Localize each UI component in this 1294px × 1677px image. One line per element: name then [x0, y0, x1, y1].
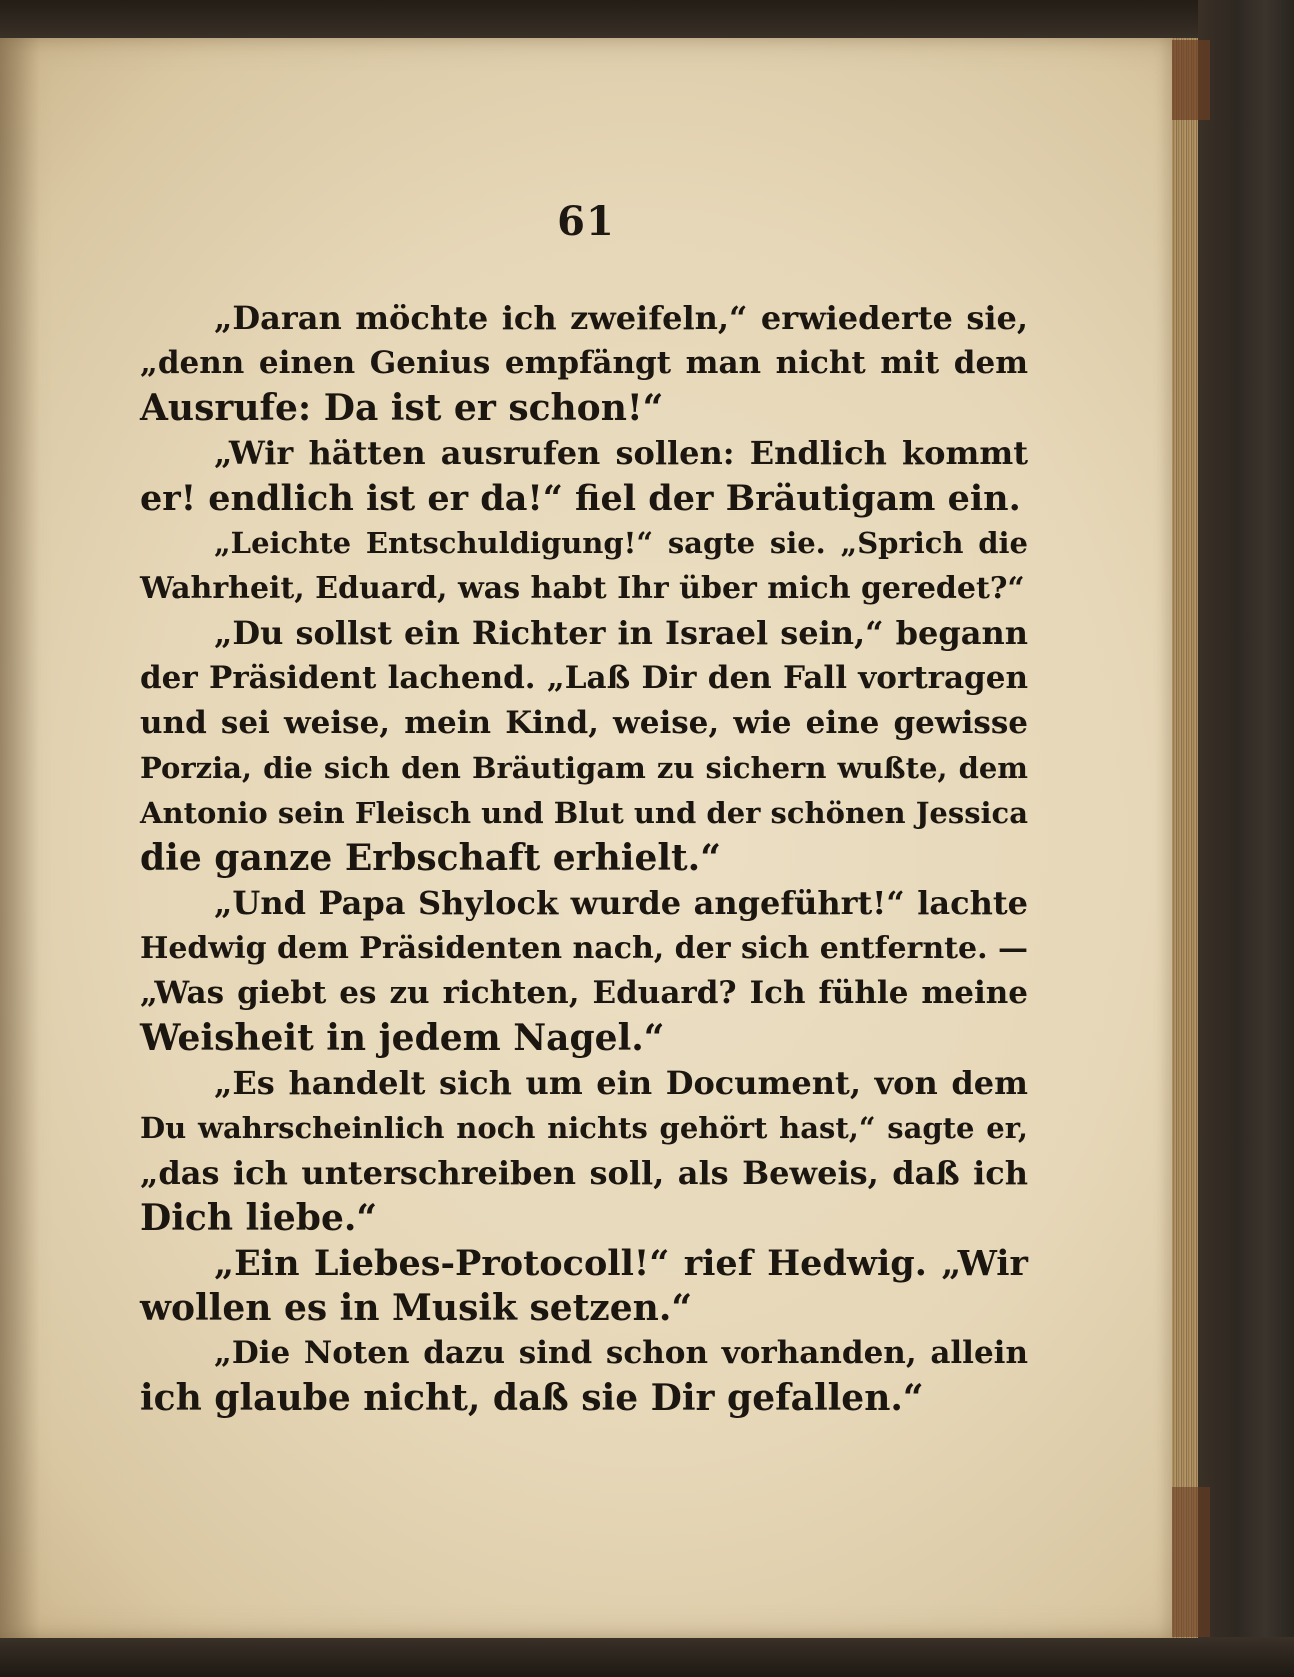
text-line: „denn einen Genius empfängt man nicht mit dem [140, 345, 1028, 381]
text-line: „Und Papa Shylock wurde angeführt!“ lachte [214, 884, 1028, 922]
text-line: „Daran möchte ich zweifeln,“ erwiederte sie, [214, 299, 1028, 337]
leather-corner-bottom [1170, 1487, 1210, 1637]
text-line: Wahrheit, Eduard, was habt Ihr über mich geredet?“ [140, 571, 1025, 606]
text-line: Antonio sein Fleisch und Blut und der schönen Jessica [140, 796, 1028, 830]
book-cover-right [1198, 0, 1294, 1677]
text-line: Hedwig dem Präsidenten nach, der sich entfernte. — [140, 931, 1029, 966]
body-text [140, 296, 1028, 1421]
text-line: „Was giebt es zu richten, Eduard? Ich fühle meine [140, 975, 1028, 1011]
text-line: und sei weise, mein Kind, weise, wie eine gewisse [140, 705, 1028, 741]
leather-corner-top [1170, 40, 1210, 120]
text-line: „Leichte Entschuldigung!“ sagte sie. „Sprich die [214, 526, 1028, 560]
text-line: „Wir hätten ausrufen sollen: Endlich kommt [214, 434, 1028, 472]
text-line: „Die Noten dazu sind schon vorhanden, allein [214, 1335, 1028, 1371]
gutter-shadow [0, 38, 40, 1638]
text-line: der Präsident lachend. „Laß Dir den Fall vortragen [140, 660, 1028, 696]
text-line: Du wahrscheinlich noch nichts gehört hast,“ sagte er, [140, 1111, 1028, 1145]
page-edges [1171, 38, 1198, 1638]
text-line: Ausrufe: Da ist er schon!“ [140, 387, 664, 429]
book-cover-bottom [0, 1637, 1294, 1677]
text-line: Weisheit in jedem Nagel.“ [140, 1017, 665, 1059]
text-line: er! endlich ist er da!“ fiel der Bräutigam ein. [140, 478, 1021, 519]
page-number: 61 [557, 198, 615, 245]
book-cover-top [0, 0, 1294, 40]
text-line: „Ein Liebes-Protocoll!“ rief Hedwig. „Wir [214, 1243, 1028, 1284]
text-line: Porzia, die sich den Bräutigam zu sichern wußte, dem [140, 751, 1028, 785]
book-page [0, 38, 1172, 1638]
text-line: „Es handelt sich um ein Document, von dem [214, 1064, 1028, 1102]
text-line: Dich liebe.“ [140, 1197, 378, 1239]
text-line: wollen es in Musik setzen.“ [140, 1287, 693, 1329]
text-line: ich glaube nicht, daß sie Dir gefallen.“ [140, 1377, 924, 1419]
text-line: „das ich unterschreiben soll, als Beweis, daß ich [140, 1154, 1028, 1192]
text-line: die ganze Erbschaft erhielt.“ [140, 837, 721, 879]
text-line: „Du sollst ein Richter in Israel sein,“ begann [214, 614, 1028, 652]
